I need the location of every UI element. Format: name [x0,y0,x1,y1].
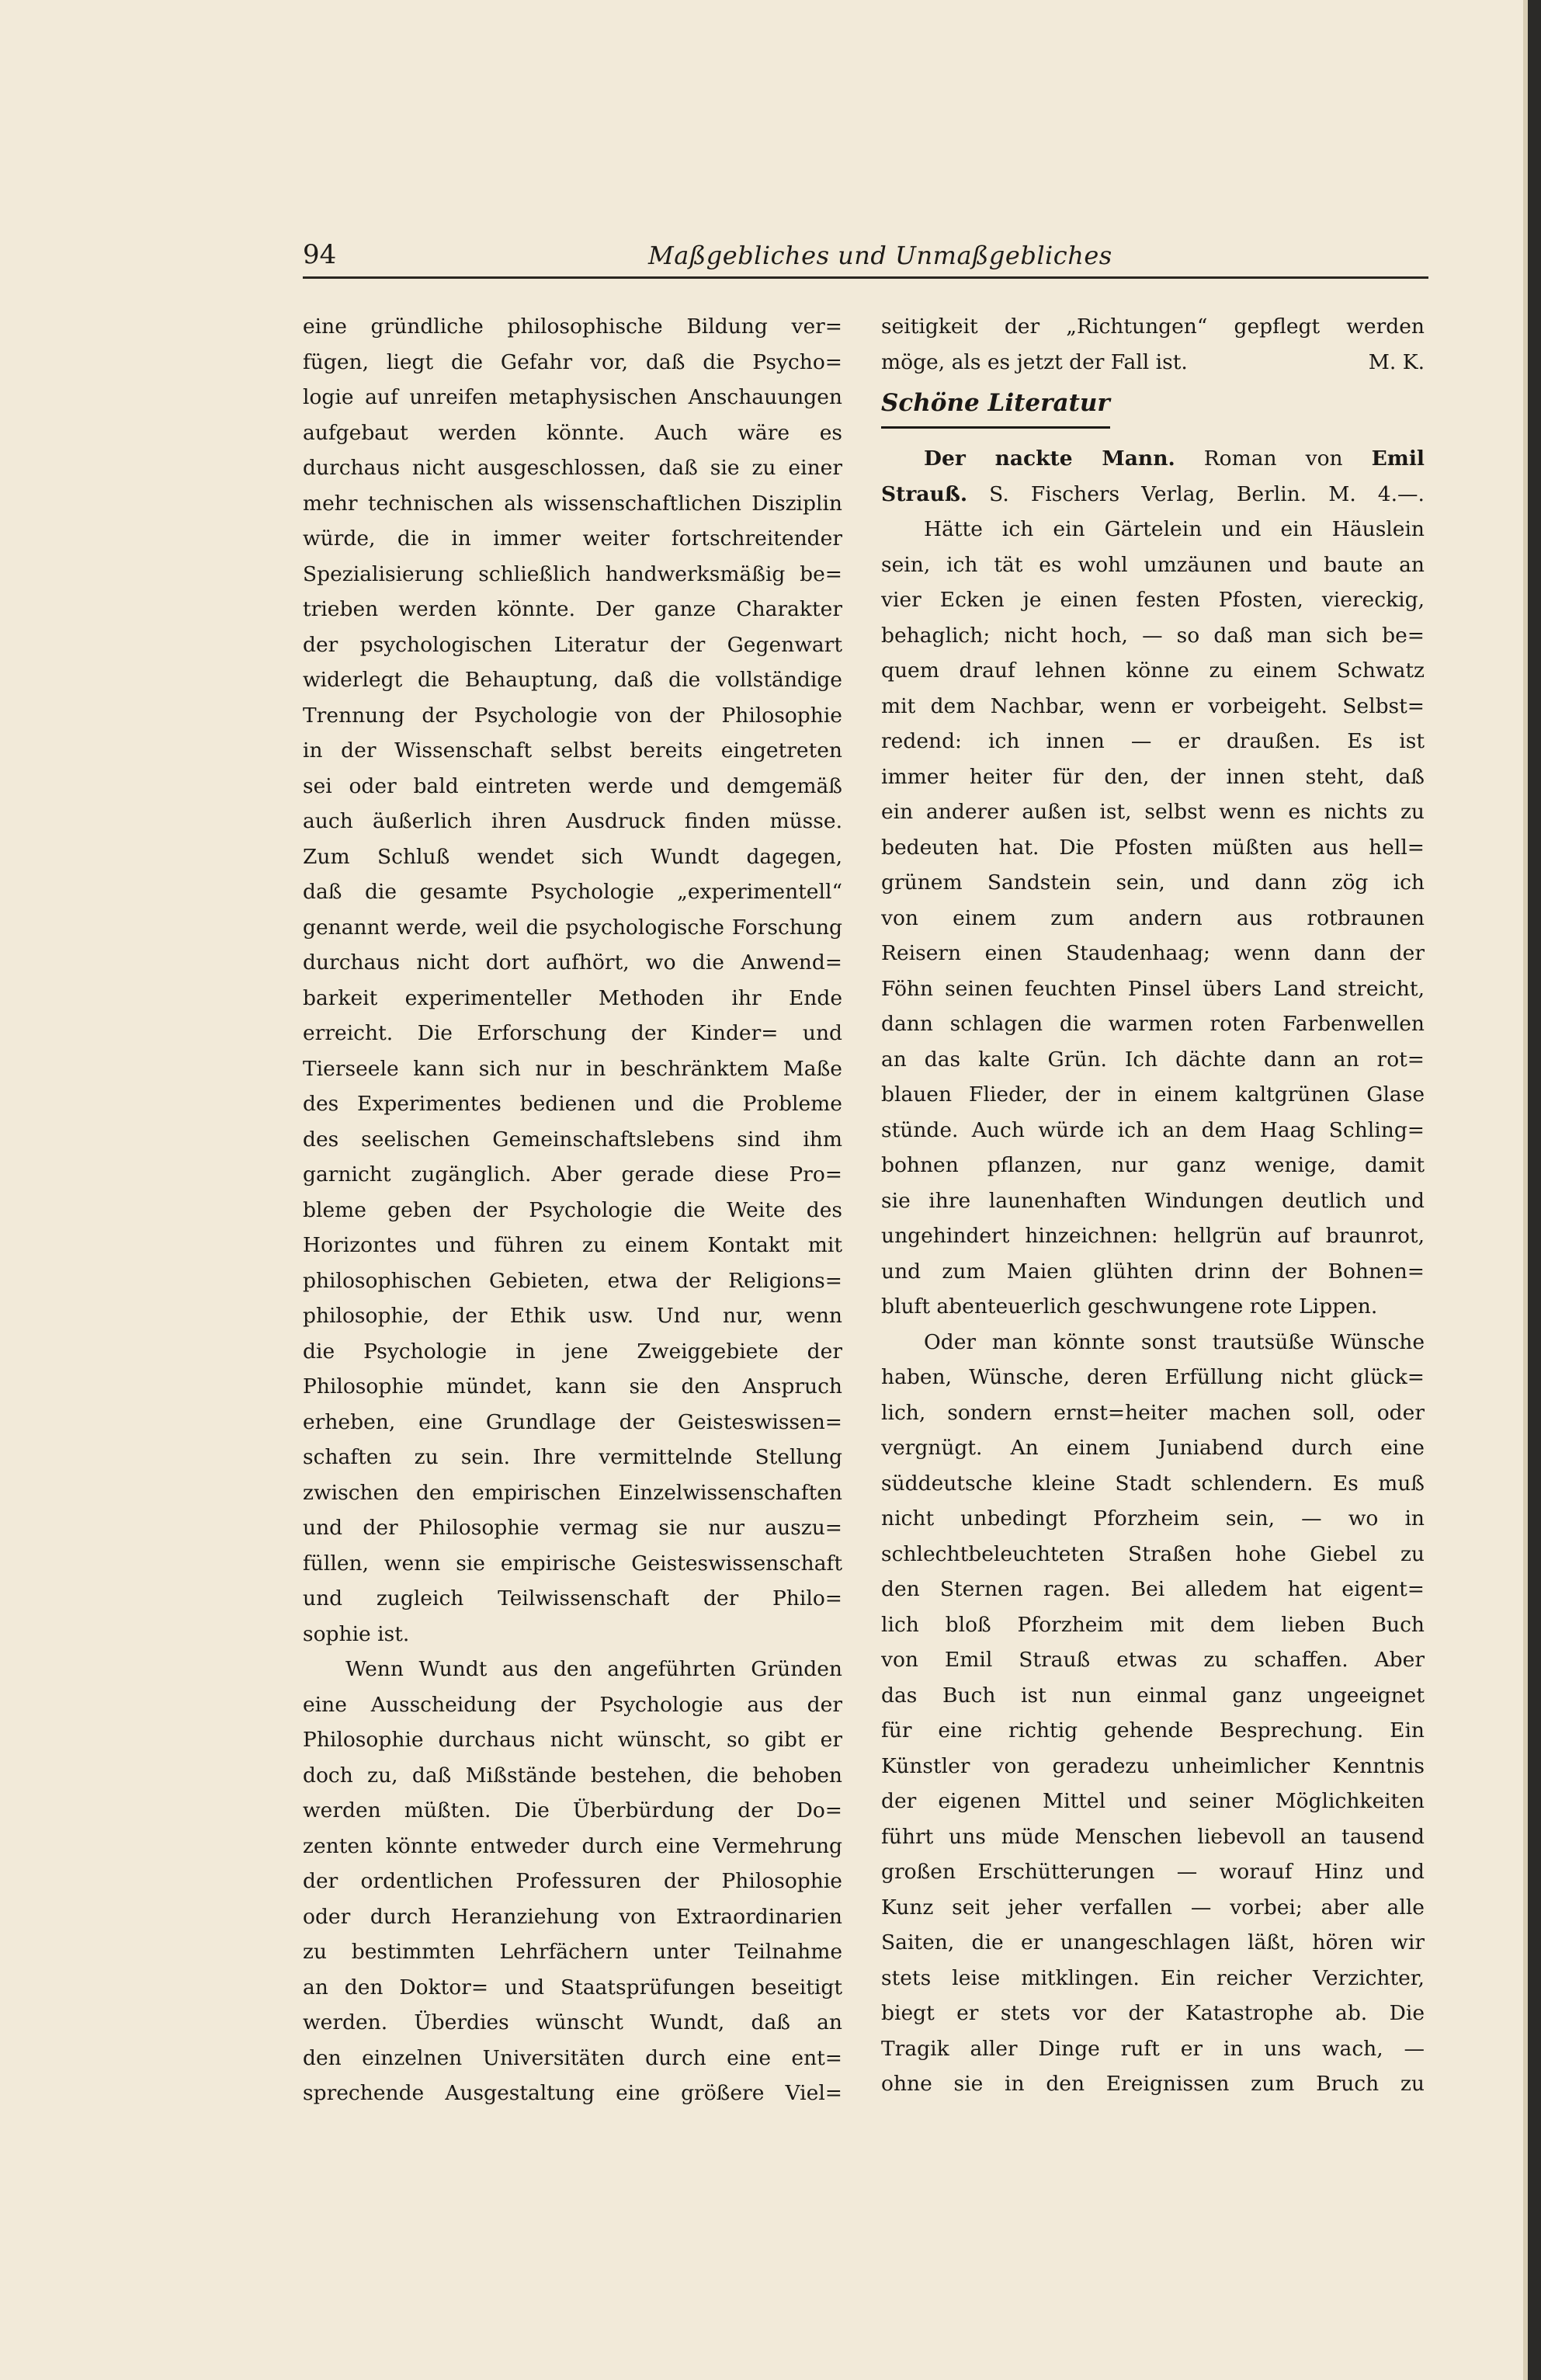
text-line: bluft abenteuerlich geschwungene rote Lippen. [881,1294,1378,1319]
text-line: zenten könnte entweder durch eine Vermehrung [303,1833,842,1858]
text-line: bohnen pflanzen, nur ganz wenige, damit [881,1153,1425,1177]
text-line: ohne sie in den Ereignissen zum Bruch zu [881,2072,1425,2096]
text-line: Hätte ich ein Gärtelein und ein Häuslein [924,517,1425,541]
signature: M. K. [1368,349,1425,374]
text-line: logie auf unreifen metaphysischen Anschauungen [303,385,842,409]
text-line: schlechtbeleuchteten Straßen hohe Giebel zu [881,1541,1425,1566]
text-line: stets leise mitklingen. Ein reicher Verzichter, [881,1965,1425,1990]
text-line: Oder man könnte sonst trautsüße Wünsche [924,1329,1425,1354]
text-line: der psychologischen Literatur der Gegenwart [303,632,842,657]
text-line: Saiten, die er unangeschlagen läßt, hören wir [881,1930,1425,1954]
text-line: doch zu, daß Mißstände bestehen, die behoben [303,1763,842,1788]
text-line: bedeuten hat. Die Pfosten müßten aus hell= [881,835,1425,860]
right-column [881,309,1425,2102]
text-line: durchaus nicht ausgeschlossen, daß sie zu einer [303,456,842,480]
text-line: Horizontes und führen zu einem Kontakt mit [303,1233,842,1257]
text-line: barkeit experimenteller Methoden ihr Ende [303,985,842,1010]
text-line: Reisern einen Staudenhaag; wenn dann der [881,941,1425,965]
text-line: den einzelnen Universitäten durch eine ent= [303,2045,842,2070]
text-line: werden müßten. Die Überbürdung der Do= [303,1798,842,1822]
text-line: widerlegt die Behauptung, daß die vollständige [303,668,842,692]
text-line: des seelischen Gemeinschaftslebens sind ihm [303,1127,842,1152]
text-line: das Buch ist nun einmal ganz ungeeignet [881,1683,1425,1708]
text-line: sein, ich tät es wohl umzäunen und baute an [881,552,1425,577]
text-line: vier Ecken je einen festen Pfosten, viereckig, [881,588,1425,612]
text-line: den Sternen ragen. Bei alledem hat eigent= [881,1577,1425,1601]
text-line: eine Ausscheidung der Psychologie aus der [303,1692,842,1717]
text-line: füllen, wenn sie empirische Geisteswissenschaft [303,1551,842,1576]
text-line: behaglich; nicht hoch, — so daß man sich be= [881,623,1425,648]
section-heading: Schöne Literatur [881,384,1110,429]
text-line: Trennung der Psychologie von der Philosophie [303,703,842,728]
text-line: blauen Flieder, der in einem kaltgrünen Glase [881,1082,1425,1107]
text-line: erreicht. Die Erforschung der Kinder= und [303,1021,842,1045]
text-line: für eine richtig gehende Besprechung. Ein [881,1718,1425,1742]
text-line: aufgebaut werden könnte. Auch wäre es [303,420,842,445]
text-line: auch äußerlich ihren Ausdruck finden müsse. [303,809,842,833]
text-line: stünde. Auch würde ich an dem Haag Schling= [881,1117,1425,1142]
review-author-last: Strauß. [881,481,968,506]
text-line: ein anderer außen ist, selbst wenn es nichts zu [881,800,1425,824]
text-line: philosophischen Gebieten, etwa der Religions= [303,1268,842,1293]
text-line: dann schlagen die warmen roten Farbenwellen [881,1012,1425,1036]
text-line: der ordentlichen Professuren der Philosophie [303,1869,842,1893]
header-rule [303,276,1428,279]
text-line: an den Doktor= und Staatsprüfungen beseitigt [303,1975,842,2000]
text-line: Philosophie durchaus nicht wünscht, so gibt er [303,1728,842,1752]
text-line: und der Philosophie vermag sie nur auszu= [303,1516,842,1540]
review-publisher-line [881,477,1425,512]
text-line: und zum Maien glühten drinn der Bohnen= [881,1259,1425,1284]
text-line: redend: ich innen — er draußen. Es ist [881,729,1425,753]
text-line: Philosophie mündet, kann sie den Anspruch [303,1374,842,1398]
text-line: in der Wissenschaft selbst bereits eingetreten [303,738,842,763]
text-line: erheben, eine Grundlage der Geisteswissen= [303,1409,842,1434]
text-line: an das kalte Grün. Ich dächte dann an rot= [881,1047,1425,1072]
text-line: garnicht zugänglich. Aber gerade diese Pro= [303,1162,842,1187]
review-title-rest: Roman von [1203,446,1343,471]
text-line: schaften zu sein. Ihre vermittelnde Stellung [303,1445,842,1469]
text-line: fügen, liegt die Gefahr vor, daß die Psycho= [303,349,842,374]
text-line: Kunz seit jeher verfallen — vorbei; aber alle [881,1895,1425,1920]
text-line: sophie ist. [303,1621,410,1646]
text-line: sprechende Ausgestaltung eine größere Viel= [303,2081,842,2105]
text-line: lich, sondern ernst=heiter machen soll, oder [881,1400,1425,1425]
text-line: Künstler von geradezu unheimlicher Kenntnis [881,1753,1425,1778]
text-line: führt uns müde Menschen liebevoll an tausend [881,1824,1425,1849]
left-column [303,309,842,2111]
text-line: daß die gesamte Psychologie „experimentell“ [303,880,842,904]
review-publisher: S. Fischers Verlag, Berlin. M. 4.—. [989,481,1425,506]
text-line: eine gründliche philosophische Bildung ver= [303,314,842,339]
text-line: sie ihre launenhaften Windungen deutlich und [881,1188,1425,1213]
text-line: mehr technischen als wissenschaftlichen Disziplin [303,491,842,516]
closing-text: möge, als es jetzt der Fall ist. [881,349,1188,374]
text-line: seitigkeit der „Richtungen“ gepflegt werden [881,314,1425,339]
text-line: bleme geben der Psychologie die Weite des [303,1197,842,1222]
text-line: Wenn Wundt aus den angeführten Gründen [345,1657,842,1681]
text-line: genannt werde, weil die psychologische Forschung [303,915,842,940]
text-line: großen Erschütterungen — worauf Hinz und [881,1860,1425,1884]
closing-line [881,345,1425,380]
text-line: des Experimentes bedienen und die Probleme [303,1092,842,1116]
text-line: lich bloß Pforzheim mit dem lieben Buch [881,1612,1425,1637]
text-line: der eigenen Mittel und seiner Möglichkeiten [881,1789,1425,1813]
text-line: sei oder bald eintreten werde und demgemäß [303,773,842,798]
text-line: Zum Schluß wendet sich Wundt dagegen, [303,844,842,869]
text-line: Tragik aller Dinge ruft er in uns wach, — [881,2036,1425,2061]
text-line: zwischen den empirischen Einzelwissenschaften [303,1480,842,1505]
text-line: zu bestimmten Lehrfächern unter Teilnahme [303,1940,842,1964]
text-line: ungehindert hinzeichnen: hellgrün auf braunrot, [881,1224,1425,1248]
text-line: würde, die in immer weiter fortschreitender [303,526,842,551]
text-line: haben, Wünsche, deren Erfüllung nicht glück= [881,1365,1425,1389]
text-line: Tierseele kann sich nur in beschränktem Maße [303,1056,842,1081]
text-line: süddeutsche kleine Stadt schlendern. Es muß [881,1471,1425,1496]
page-header [303,241,1428,272]
text-line: biegt er stets vor der Katastrophe ab. Die [881,2001,1425,2025]
text-line: immer heiter für den, der innen steht, daß [881,764,1425,789]
review-author-first: Emil [1371,446,1425,471]
review-title: Der nackte Mann. [924,446,1175,471]
text-line: mit dem Nachbar, wenn er vorbeigeht. Selbst= [881,693,1425,718]
text-line: von einem zum andern aus rotbraunen [881,905,1425,930]
text-line: oder durch Heranziehung von Extraordinarien [303,1904,842,1929]
text-line: durchaus nicht dort aufhört, wo die Anwend= [303,950,842,975]
text-line: von Emil Strauß etwas zu schaffen. Aber [881,1648,1425,1672]
text-line: philosophie, der Ethik usw. Und nur, wenn [303,1304,842,1328]
running-head: Maßgebliches und Unmaßgebliches [648,241,1112,270]
review-title-line [881,441,1425,477]
text-line: nicht unbedingt Pforzheim sein, — wo in [881,1506,1425,1530]
text-line: Spezialisierung schließlich handwerksmäßig be= [303,561,842,586]
text-line: quem drauf lehnen könne zu einem Schwatz [881,658,1425,683]
text-line: werden. Überdies wünscht Wundt, daß an [303,2010,842,2034]
text-line: grünem Sandstein sein, und dann zög ich [881,870,1425,895]
page-number: 94 [303,239,337,270]
text-line: vergnügt. An einem Juniabend durch eine [881,1436,1425,1460]
text-line: trieben werden könnte. Der ganze Charakter [303,597,842,621]
text-line: Föhn seinen feuchten Pinsel übers Land streicht, [881,976,1425,1001]
text-line: die Psychologie in jene Zweiggebiete der [303,1339,842,1364]
text-line: und zugleich Teilwissenschaft der Philo= [303,1586,842,1610]
